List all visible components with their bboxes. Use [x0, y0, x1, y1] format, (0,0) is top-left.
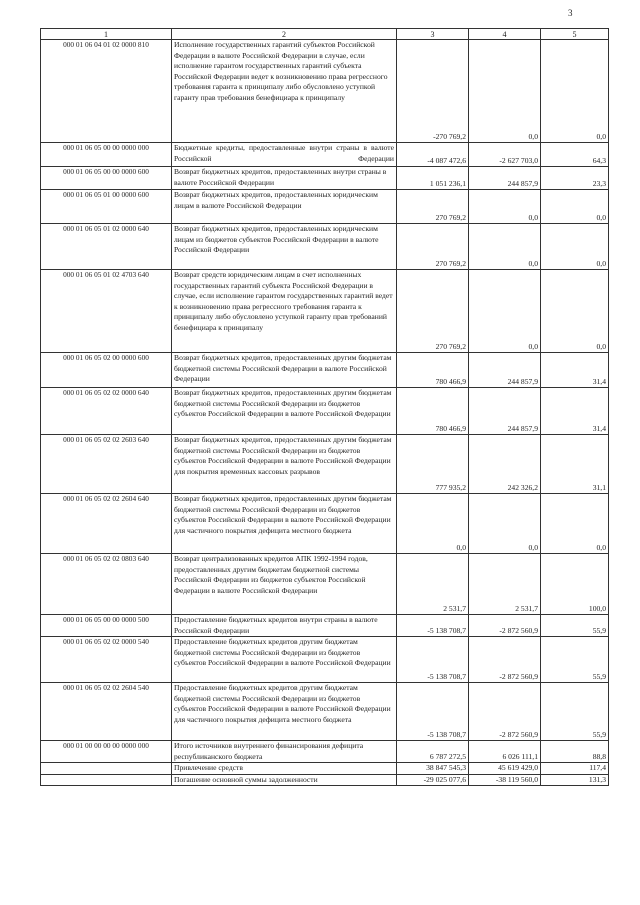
- table-row: [41, 190, 609, 224]
- row-value-col4: 6 026 111,1: [469, 741, 541, 763]
- row-code: 000 01 06 05 02 02 0000 540: [41, 637, 172, 683]
- row-value-col4: 242 326,2: [469, 435, 541, 494]
- table-row: [41, 763, 609, 775]
- row-description: Погашение основной суммы задолженности: [172, 774, 397, 786]
- table-row: [41, 388, 609, 435]
- row-value-col5: 0,0: [541, 224, 609, 270]
- row-value-col3: 1 051 236,1: [397, 167, 469, 190]
- row-value-col3: 780 466,9: [397, 388, 469, 435]
- row-description: Возврат бюджетных кредитов, предоставленных другим бюджетам бюджетной системы Российской Федерации из бюджетов субъектов Российской Федерации в валюте Российской Федерации: [172, 388, 397, 435]
- table-row: [41, 143, 609, 167]
- row-value-col3: 270 769,2: [397, 270, 469, 353]
- row-code: 000 01 06 05 00 00 0000 500: [41, 615, 172, 637]
- row-value-col4: 244 857,9: [469, 388, 541, 435]
- row-code: 000 01 06 05 02 02 2604 540: [41, 683, 172, 741]
- row-code: 000 01 06 05 00 00 0000 600: [41, 167, 172, 190]
- row-description: Возврат бюджетных кредитов, предоставленных другим бюджетам бюджетной системы Российской Федерации из бюджетов субъектов Российской Федерации в валюте Российской Федерации для покрытия временных кассовых разрывов: [172, 435, 397, 494]
- row-description: Возврат бюджетных кредитов, предоставленных другим бюджетам бюджетной системы Российской Федерации из бюджетов субъектов Российской Федерации в валюте Российской Федерации для частичного покрытия дефицита местного бюджета: [172, 494, 397, 554]
- row-value-col5: 131,3: [541, 774, 609, 786]
- row-code: 000 01 00 00 00 00 0000 000: [41, 741, 172, 763]
- row-value-col5: 117,4: [541, 763, 609, 775]
- row-description: Возврат бюджетных кредитов, предоставленных юридическим лицам в валюте Российской Федерации: [172, 190, 397, 224]
- row-code: 000 01 06 05 00 00 0000 000: [41, 143, 172, 167]
- row-value-col4: 0,0: [469, 494, 541, 554]
- row-value-col5: 0,0: [541, 270, 609, 353]
- table-row: [41, 741, 609, 763]
- table-row: [41, 774, 609, 786]
- row-value-col4: -2 627 703,0: [469, 143, 541, 167]
- table-row: [41, 224, 609, 270]
- row-value-col5: 31,4: [541, 388, 609, 435]
- table-row: [41, 494, 609, 554]
- row-description: Бюджетные кредиты, предоставленные внутри страны в валюте Российской Федерации: [172, 143, 397, 167]
- row-code: 000 01 06 05 01 02 4703 640: [41, 270, 172, 353]
- row-value-col4: 0,0: [469, 40, 541, 143]
- row-value-col3: 0,0: [397, 494, 469, 554]
- column-header-4: 4: [469, 29, 541, 40]
- row-value-col5: 23,3: [541, 167, 609, 190]
- row-value-col4: 0,0: [469, 270, 541, 353]
- row-value-col5: 31,4: [541, 353, 609, 388]
- page-number: 3: [568, 8, 573, 18]
- column-header-3: 3: [397, 29, 469, 40]
- row-code: 000 01 06 05 02 02 2604 640: [41, 494, 172, 554]
- row-description: Возврат средств юридическим лицам в счет исполненных государственных гарантий субъекта Российской Федерации в случае, если исполнение гарантом государственных гарантий ведет к возникновению права регрессного требования гаранта к принципалу либо обусловлено уступкой гаранту прав требований бенефициара к принципалу: [172, 270, 397, 353]
- row-value-col4: -2 872 560,9: [469, 637, 541, 683]
- row-code: 000 01 06 05 01 00 0000 600: [41, 190, 172, 224]
- row-value-col5: 55,9: [541, 683, 609, 741]
- row-description: Привлечение средств: [172, 763, 397, 775]
- row-value-col3: 777 935,2: [397, 435, 469, 494]
- row-value-col4: 244 857,9: [469, 167, 541, 190]
- row-value-col5: 0,0: [541, 40, 609, 143]
- table-row: [41, 435, 609, 494]
- row-description: Предоставление бюджетных кредитов другим бюджетам бюджетной системы Российской Федерации из бюджетов субъектов Российской Федерации в валюте Российской Федерации: [172, 637, 397, 683]
- table-row: [41, 554, 609, 615]
- row-value-col5: 0,0: [541, 494, 609, 554]
- row-code: 000 01 06 05 01 02 0000 640: [41, 224, 172, 270]
- row-code: [41, 763, 172, 775]
- row-code: 000 01 06 05 02 02 2603 640: [41, 435, 172, 494]
- column-header-2: 2: [172, 29, 397, 40]
- row-value-col5: 0,0: [541, 190, 609, 224]
- row-value-col4: 2 531,7: [469, 554, 541, 615]
- row-value-col4: 0,0: [469, 224, 541, 270]
- row-value-col3: -29 025 077,6: [397, 774, 469, 786]
- row-value-col3: -5 138 708,7: [397, 615, 469, 637]
- row-value-col4: 244 857,9: [469, 353, 541, 388]
- row-value-col5: 55,9: [541, 637, 609, 683]
- row-description: Предоставление бюджетных кредитов внутри страны в валюте Российской Федерации: [172, 615, 397, 637]
- table-row: [41, 683, 609, 741]
- row-value-col3: 38 847 545,3: [397, 763, 469, 775]
- row-description: Возврат бюджетных кредитов, предоставленных другим бюджетам бюджетной системы Российской Федерации в валюте Российской Федерации: [172, 353, 397, 388]
- row-code: 000 01 06 04 01 02 0000 810: [41, 40, 172, 143]
- row-code: [41, 774, 172, 786]
- row-value-col3: 270 769,2: [397, 224, 469, 270]
- row-code: 000 01 06 05 02 02 0000 640: [41, 388, 172, 435]
- row-value-col4: 45 619 429,0: [469, 763, 541, 775]
- row-value-col5: 55,9: [541, 615, 609, 637]
- column-header-5: 5: [541, 29, 609, 40]
- sources-financing-table: [40, 28, 609, 786]
- row-description: Возврат бюджетных кредитов, предоставленных внутри страны в валюте Российской Федерации: [172, 167, 397, 190]
- table-row: [41, 353, 609, 388]
- row-value-col3: 270 769,2: [397, 190, 469, 224]
- table-row: [41, 615, 609, 637]
- row-description: Исполнение государственных гарантий субъектов Российской Федерации в валюте Российской Федерации в случае, если исполнение гарантом государственных гарантий субъекта Российской Федерации ведет к возникновению права регрессного требования гаранта к принципалу либо обусловлено уступкой гаранту прав требования бенефициара к принципалу: [172, 40, 397, 143]
- row-value-col5: 100,0: [541, 554, 609, 615]
- row-value-col3: 780 466,9: [397, 353, 469, 388]
- row-code: 000 01 06 05 02 00 0000 600: [41, 353, 172, 388]
- table-row: [41, 270, 609, 353]
- row-value-col5: 88,8: [541, 741, 609, 763]
- row-value-col3: -5 138 708,7: [397, 683, 469, 741]
- table-row: [41, 637, 609, 683]
- column-header-1: 1: [41, 29, 172, 40]
- row-value-col4: -2 872 560,9: [469, 683, 541, 741]
- row-value-col4: 0,0: [469, 190, 541, 224]
- row-value-col3: -5 138 708,7: [397, 637, 469, 683]
- row-description: Возврат централизованных кредитов АПК 1992-1994 годов, предоставленных другим бюджетам бюджетной системы Российской Федерации из бюджетов субъектов Российской Федерации в валюте Российской Федерации: [172, 554, 397, 615]
- table-row: [41, 40, 609, 143]
- row-value-col3: -4 087 472,6: [397, 143, 469, 167]
- row-description: Предоставление бюджетных кредитов другим бюджетам бюджетной системы Российской Федерации из бюджетов субъектов Российской Федерации в валюте Российской Федерации для частичного покрытия дефицита местного бюджета: [172, 683, 397, 741]
- row-value-col5: 64,3: [541, 143, 609, 167]
- row-value-col3: -270 769,2: [397, 40, 469, 143]
- table-row: [41, 167, 609, 190]
- table-header-row: [41, 29, 609, 40]
- row-code: 000 01 06 05 02 02 0803 640: [41, 554, 172, 615]
- row-description: Итого источников внутреннего финансирования дефицита республиканского бюджета: [172, 741, 397, 763]
- row-description: Возврат бюджетных кредитов, предоставленных юридическим лицам из бюджетов субъектов Российской Федерации в валюте Российской Федерации: [172, 224, 397, 270]
- row-value-col3: 2 531,7: [397, 554, 469, 615]
- row-value-col5: 31,1: [541, 435, 609, 494]
- row-value-col4: -2 872 560,9: [469, 615, 541, 637]
- row-value-col4: -38 119 560,0: [469, 774, 541, 786]
- row-value-col3: 6 787 272,5: [397, 741, 469, 763]
